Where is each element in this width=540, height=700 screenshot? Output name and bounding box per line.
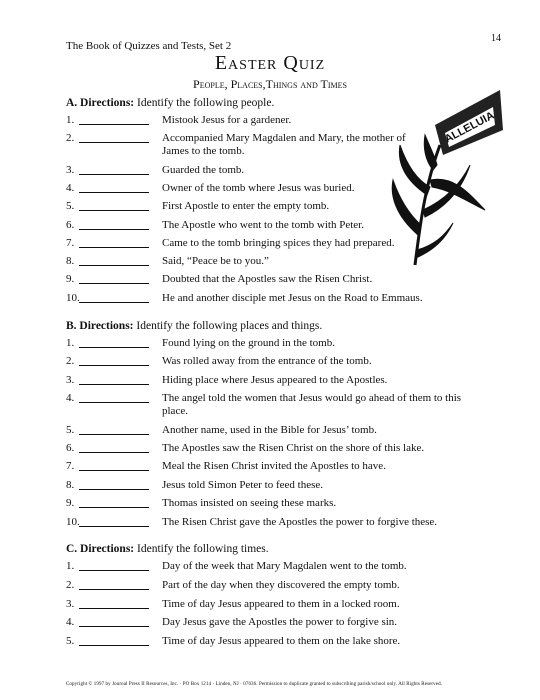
answer-blank[interactable] [79, 570, 149, 571]
question-number: 9. [66, 273, 75, 286]
question-row [66, 236, 506, 252]
question-row [66, 199, 506, 215]
question-text: Time of day Jesus appeared to them on the lake shore. [162, 635, 401, 648]
answer-blank[interactable] [79, 210, 149, 211]
question-text: Time of day Jesus appeared to them in a locked room. [162, 597, 400, 610]
question-text: The Apostles saw the Risen Christ on the shore of this lake. [162, 442, 425, 454]
question-row [66, 272, 506, 288]
question-number: 6. [66, 218, 75, 231]
answer-blank[interactable] [79, 589, 149, 590]
answer-blank[interactable] [79, 384, 149, 385]
answer-blank[interactable] [79, 302, 149, 303]
question-text: Came to the tomb bringing spices they had prepared. [162, 236, 395, 249]
answer-blank[interactable] [79, 142, 149, 143]
page-number: 14 [491, 33, 501, 44]
question-row [66, 354, 506, 370]
question-row [66, 291, 506, 307]
question-number: 9. [66, 497, 75, 510]
question-row [66, 423, 506, 439]
answer-blank[interactable] [79, 526, 149, 527]
question-text: The Apostle who went to the tomb with Peter. [162, 218, 364, 231]
question-text: Day of the week that Mary Magdalen went to the tomb. [162, 560, 407, 572]
question-number: 10. [66, 291, 80, 304]
question-row [66, 254, 506, 270]
section-a-instruction: Identify the following people. [137, 97, 275, 109]
question-row [66, 559, 506, 575]
question-row [66, 181, 506, 197]
answer-blank[interactable] [79, 608, 149, 609]
question-row [66, 144, 506, 160]
question-number: 5. [66, 200, 75, 213]
page-subtitle: People, Places,Things and Times [193, 77, 347, 91]
series-title: The Book of Quizzes and Tests, Set 2 [66, 40, 232, 52]
section-a-label: A. Directions: [66, 97, 135, 109]
question-number: 4. [66, 392, 75, 405]
question-number: 3. [66, 373, 75, 386]
question-number: 4. [66, 616, 75, 629]
question-text: The angel told the women that Jesus would go ahead of them to this [162, 392, 462, 405]
question-number: 8. [66, 478, 75, 491]
answer-blank[interactable] [79, 470, 149, 471]
answer-blank[interactable] [79, 247, 149, 248]
answer-blank[interactable] [79, 174, 149, 175]
alleluia-banner-text: ALLELUIA [442, 109, 497, 146]
question-text: Jesus told Simon Peter to feed these. [162, 478, 324, 491]
question-text: Part of the day when they discovered the empty tomb. [162, 578, 400, 591]
question-number: 10. [66, 515, 80, 528]
question-text: Hiding place where Jesus appeared to the Apostles. [162, 373, 388, 386]
question-number: 7. [66, 236, 75, 249]
question-text: James to the tomb. [162, 145, 245, 158]
answer-blank[interactable] [79, 229, 149, 230]
copyright-footer: Copyright © 1997 by Journal Press II Resources, Inc. · PO Box 1214 · Linden, NJ · 07036. Permission to duplicate granted to subscribing parish/school only. All Rights Reserved. [66, 682, 443, 687]
section-b-instruction: Identify the following places and things. [136, 320, 323, 332]
question-number: 5. [66, 635, 75, 648]
question-number: 1. [66, 560, 75, 572]
question-row [66, 634, 506, 650]
answer-blank[interactable] [79, 365, 149, 366]
question-row [66, 218, 506, 234]
section-c [66, 541, 506, 651]
question-row [66, 578, 506, 594]
question-row [66, 615, 506, 631]
question-number: 8. [66, 255, 75, 268]
question-row [66, 113, 506, 129]
question-text: Thomas insisted on seeing these marks. [162, 497, 337, 510]
question-number: 4. [66, 181, 75, 194]
section-b [66, 318, 506, 533]
question-number: 2. [66, 132, 75, 145]
question-number: 2. [66, 355, 75, 368]
question-text: Found lying on the ground in the tomb. [162, 337, 335, 349]
question-row [66, 597, 506, 613]
question-text: Owner of the tomb where Jesus was buried. [162, 181, 355, 194]
question-text: Mistook Jesus for a gardener. [162, 114, 292, 126]
question-text: Accompanied Mary Magdalen and Mary, the mother of [162, 132, 406, 145]
question-text: Guarded the tomb. [162, 163, 245, 176]
question-number: 3. [66, 597, 75, 610]
question-text: Day Jesus gave the Apostles the power to forgive sin. [162, 616, 398, 629]
question-row [66, 515, 506, 531]
answer-blank[interactable] [79, 192, 149, 193]
question-text: place. [162, 405, 188, 418]
answer-blank[interactable] [79, 434, 149, 435]
question-text: Another name, used in the Bible for Jesus’ tomb. [162, 423, 377, 436]
question-number: 7. [66, 460, 75, 473]
question-row [66, 404, 506, 420]
answer-blank[interactable] [79, 626, 149, 627]
answer-blank[interactable] [79, 402, 149, 403]
answer-blank[interactable] [79, 265, 149, 266]
section-a [66, 95, 506, 305]
question-number: 6. [66, 442, 75, 454]
answer-blank[interactable] [79, 645, 149, 646]
question-row [66, 496, 506, 512]
question-row [66, 441, 506, 457]
question-number: 1. [66, 114, 75, 126]
answer-blank[interactable] [79, 452, 149, 453]
question-text: First Apostle to enter the empty tomb. [162, 200, 330, 213]
section-c-instruction: Identify the following times. [137, 543, 269, 555]
question-text: Was rolled away from the entrance of the tomb. [162, 355, 372, 368]
question-text: The Risen Christ gave the Apostles the power to forgive these. [162, 515, 438, 528]
question-row [66, 163, 506, 179]
section-c-label: C. Directions: [66, 543, 135, 555]
question-text: Said, “Peace be to you.” [162, 255, 269, 268]
question-text: Doubted that the Apostles saw the Risen Christ. [162, 273, 373, 286]
question-number: 2. [66, 578, 75, 591]
question-text: He and another disciple met Jesus on the Road to Emmaus. [162, 291, 423, 304]
answer-blank[interactable] [79, 347, 149, 348]
page-title: Easter Quiz [214, 52, 326, 74]
question-text: Meal the Risen Christ invited the Apostles to have. [162, 460, 386, 473]
answer-blank[interactable] [79, 507, 149, 508]
question-number: 3. [66, 163, 75, 176]
section-b-label: B. Directions: [66, 320, 134, 332]
question-row [66, 336, 506, 352]
question-number: 5. [66, 423, 75, 436]
question-number: 1. [66, 337, 75, 349]
answer-blank[interactable] [79, 489, 149, 490]
question-row [66, 478, 506, 494]
question-row [66, 373, 506, 389]
question-row [66, 459, 506, 475]
answer-blank[interactable] [79, 283, 149, 284]
answer-blank[interactable] [79, 124, 149, 125]
